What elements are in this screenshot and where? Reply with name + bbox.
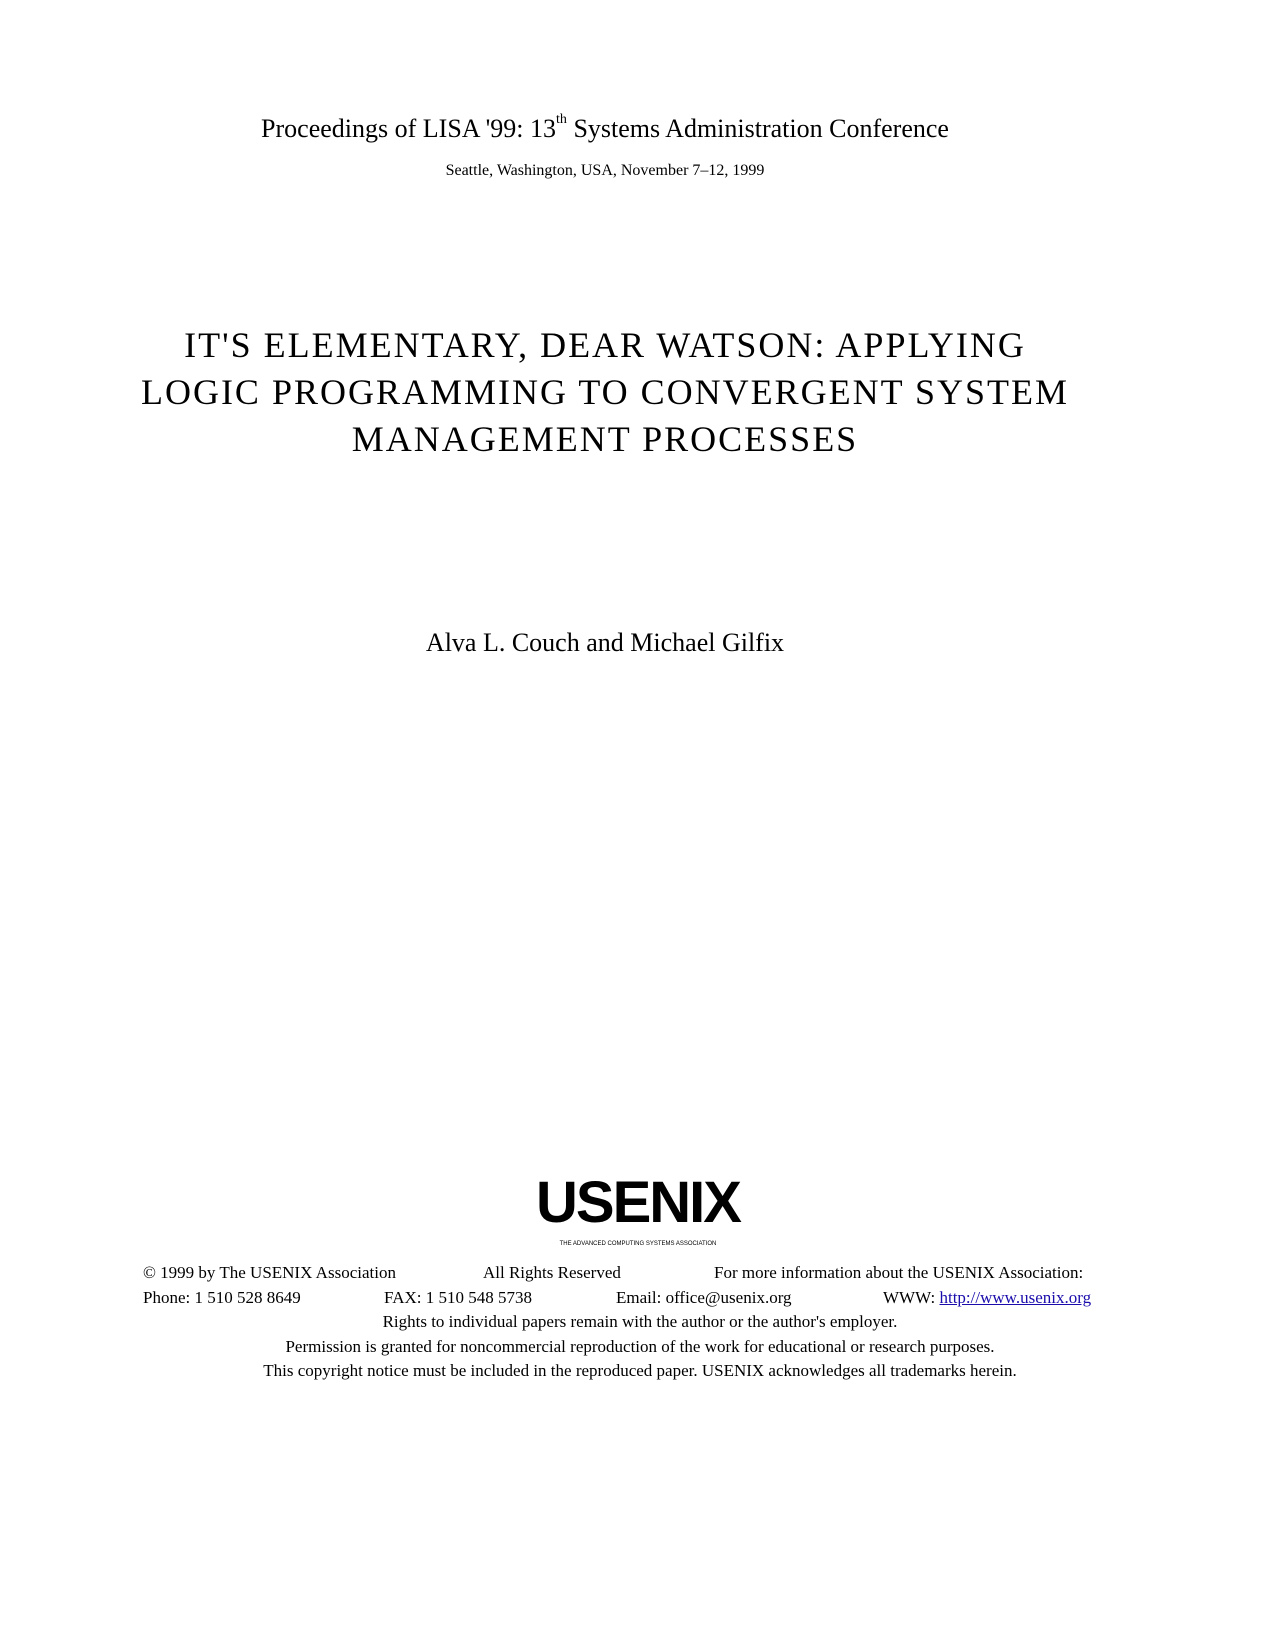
usenix-website-link[interactable]: http://www.usenix.org bbox=[939, 1288, 1092, 1307]
title-line: MANAGEMENT PROCESSES bbox=[351, 419, 859, 459]
authors: Alva L. Couch and Michael Gilfix bbox=[425, 628, 785, 657]
fax: FAX: 1 510 548 5738 bbox=[384, 1288, 532, 1307]
proceedings-text: Proceedings of LISA '99: 13 bbox=[261, 114, 557, 143]
paper-title bbox=[0, 322, 1210, 463]
usenix-logo-tagline: THE ADVANCED COMPUTING SYSTEMS ASSOCIATION bbox=[559, 1241, 717, 1247]
www-label: WWW: bbox=[883, 1288, 940, 1307]
proceedings-header bbox=[0, 114, 1210, 144]
conference-location: Seattle, Washington, USA, November 7–12, 1999 bbox=[445, 162, 765, 179]
rights: All Rights Reserved bbox=[483, 1263, 621, 1282]
copyright: © 1999 by The USENIX Association bbox=[143, 1263, 396, 1282]
proceedings-text-end: Systems Administration Conference bbox=[566, 114, 949, 143]
www bbox=[883, 1288, 1091, 1308]
title-line: LOGIC PROGRAMMING TO CONVERGENT SYSTEM bbox=[140, 372, 1070, 412]
rights-notice: Rights to individual papers remain with the author or the author's employer. bbox=[382, 1312, 898, 1331]
usenix-logo-word: USENIX bbox=[536, 1170, 740, 1235]
email: Email: office@usenix.org bbox=[616, 1288, 792, 1307]
title-line: IT'S ELEMENTARY, DEAR WATSON: APPLYING bbox=[184, 325, 1026, 365]
more-info: For more information about the USENIX Association: bbox=[714, 1263, 1084, 1282]
permission-notice: Permission is granted for noncommercial reproduction of the work for educational or research purposes. bbox=[285, 1337, 995, 1356]
ordinal-suffix: th bbox=[556, 112, 567, 127]
phone: Phone: 1 510 528 8649 bbox=[143, 1288, 301, 1307]
copyright-notice: This copyright notice must be included in the reproduced paper. USENIX acknowledges all trademarks herein. bbox=[263, 1361, 1017, 1380]
